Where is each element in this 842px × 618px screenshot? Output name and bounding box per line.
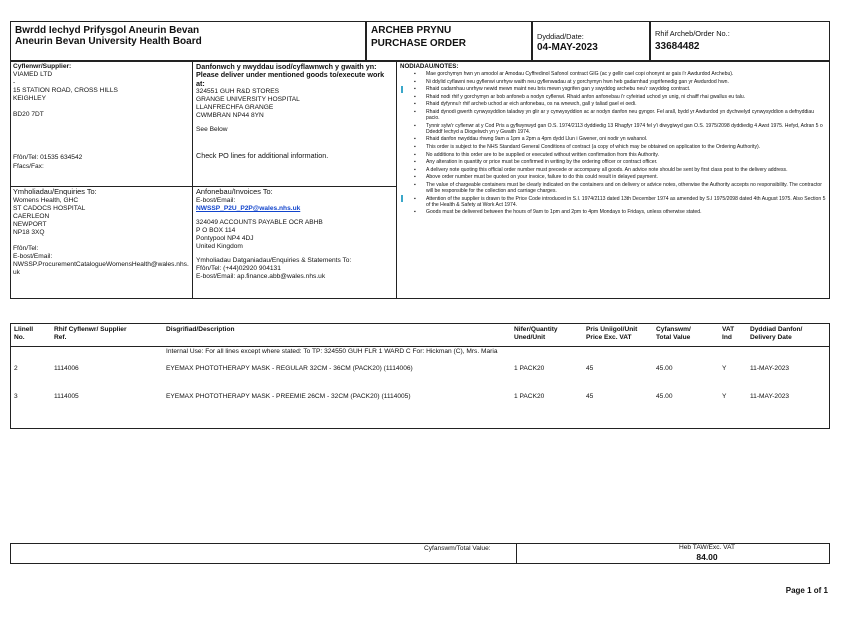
note-item: ▪ Any alteration in quantity or price must be confirmed in writing by the ordering officer or contract officer. [426, 159, 826, 165]
net-label: Heb TAW/Exc. VAT [678, 544, 736, 551]
header-date-box [532, 21, 650, 61]
note-item: ▪ Mae gorchymyn hwn yn amodol ar Amodau Cyffredinol Safonol contract GIG (ac y gellir cael copi ohonynt ar gais i'r Awdurdod Archebu). [426, 71, 826, 77]
row-supplier-ref: 1114005 [54, 393, 79, 400]
row-supplier-ref: 1114006 [54, 365, 79, 372]
internal-note: Internal Use: For all lines except where stated: To TP: 324550 GUH FLR 1 WARD C For: Hickman (C), Mrs. Maria [166, 348, 498, 355]
date-value: 04-MAY-2023 [537, 42, 598, 53]
note-item: ▪ Rhaid dyfynnu'r rhif archeb uchod ar eich anfonebau, os na wnewch, gall y taliad gael ei oedi. [426, 101, 826, 107]
note-item: ▪ Above order number must be quoted on your invoice, failure to do this could result in delayed payment. [426, 174, 826, 180]
col-header-line: Llinell No. [14, 326, 34, 341]
note-item: ▪ Tynnir sylw'r cyflenwr at y Cod Pris a gyflwynwyd gan O.S. 1974/2113 dyddiedig 13 Rhagfyr 1974 fel y'i diwygiwyd gan O.S. 1975/2098 dyddiedig 4 Awst 1975. Hefyd, Adran 5 o Ddeddf Iechyd a Diogelwch yn y Gwaith 1974. [426, 123, 826, 135]
col-header-quantity: Nifer/Quantity Uned/Unit [514, 326, 558, 341]
row-delivery-date: 11-MAY-2023 [750, 365, 790, 372]
supplier-phone: Ffôn/Tel: 01535 634542 [13, 154, 83, 161]
note-item: ▪ Rhaid nodi rhif y gorchymyn ar bob anfoneb a nodyn cyflenwi. Rhaid anfon anfonebau i'r cyfeiriad uchod yn unig, ni chaiff rhai gwallus eu talu. [426, 94, 826, 100]
row-line: 3 [14, 393, 18, 400]
supplier-fax: Ffacs/Fax: [13, 163, 44, 170]
net-value: 84.00 [696, 552, 718, 562]
col-header-total: Cyfanswm/ Total Value [656, 326, 691, 341]
row-unit-price: 45 [586, 393, 594, 400]
invoices-email-label: E-bost/Email: [196, 196, 236, 204]
note-item: ▪ Rhaid dynodi gwerth cynwysyddion taladwy yn glir ar y cynwysyddion ac ar nodyn danfon neu gyngor. Fel arall, bydd yr Awdurdod yn dychwelyd cynwysyddion a defnyddiau pacio. [426, 109, 826, 121]
statements-email: E-bost/Email: ap.finance.abb@wales.nhs.uk [196, 272, 326, 280]
invoices-section [196, 188, 392, 281]
enquiries-label: Ymholiadau/Enquiries To: [13, 187, 97, 196]
line-items-table [10, 323, 830, 429]
enquiries-email-label: E-bost/Email: [13, 252, 53, 260]
total-label: Cyfanswm/Total Value: [424, 545, 491, 552]
col-header-supplier-ref: Rhif Cyflenwr/ Supplier Ref. [54, 326, 127, 341]
note-item: ▪ Rhaid danfon nwyddau rhwng 9am a 1pm a 2pm a 4pm dydd Llun i Gwener, oni nodir yn wahanol. [426, 136, 826, 142]
welsh-marker-icon [401, 86, 403, 93]
statements-phone: Ffôn/Tel: (+44)02920 904131 [196, 264, 281, 272]
note-item: ▪ A delivery note quoting this official order number must precede or accompany all goods. An advice note should be sent by first class post to the delivery address. [426, 167, 826, 173]
note-item: ▪ Rhaid cadarnhau unrhyw newid mewn maint neu bris mewn ysgrifen gan y swyddog archebu neu'r swyddog contract. [426, 86, 826, 92]
delivery-address: 324551 GUH R&D STORES GRANGE UNIVERSITY HOSPITAL LLANFRECHFA GRANGE CWMBRAN NP44 8YN [196, 88, 300, 120]
note-item: ▪ Ni ddylid cyflawni neu gyflenwi unrhyw waith neu gyflenwadau at y gorchymyn hwn heb gadarnhad ysgrifenedig gan yr Awdurdod hwn. [426, 79, 826, 85]
row-delivery-date: 11-MAY-2023 [750, 393, 790, 400]
header-title-box [366, 21, 532, 61]
row-total: 45.00 [656, 393, 673, 400]
supplier-section [13, 63, 189, 119]
enquiries-phone: Ffôn/Tel: [13, 244, 39, 252]
invoices-email-link[interactable]: NWSSP_P2U_P2P@wales.nhs.uk [196, 204, 301, 212]
note-item: ▪ No additions to this order are to be supplied or executed without written confirmation from this Authority. [426, 152, 826, 158]
order-label: Rhif Archeb/Order No.: [655, 29, 730, 38]
col-header-vat: VAT Ind [722, 326, 735, 341]
row-description: EYEMAX PHOTOTHERAPY MASK - REGULAR 32CM - 36CM (PACK20) (1114006) [166, 365, 413, 372]
supplier-label: Cyflenwr/Supplier: [13, 63, 72, 70]
header-org-box [10, 21, 366, 61]
doc-title-welsh: ARCHEB PRYNU [371, 25, 452, 36]
row-quantity: 1 PACK20 [514, 393, 545, 400]
org-name-welsh: Bwrdd Iechyd Prifysgol Aneurin Bevan [15, 25, 200, 36]
enquiries-email[interactable]: NWSSP.ProcurementCatalogueWomensHealth@wales.nhs.uk [13, 260, 189, 276]
note-item: ▪ Attention of the supplier is drawn to the Price Code introduced in S.I. 1974/2113 dated 13th December 1974 as amended by S.I 1975/2098 dated 4th August 1975. Also Section 5 of the Health & Safety at Work Act 1974. [426, 196, 826, 208]
notes-section [400, 63, 826, 217]
row-quantity: 1 PACK20 [514, 365, 545, 372]
row-vat: Y [722, 365, 727, 372]
notes-label: NODIADAU/NOTES: [400, 63, 459, 70]
col-header-delivery-date: Dyddiad Danfon/ Delivery Date [750, 326, 803, 341]
delivery-section [196, 63, 392, 134]
enquiries-address: Womens Health, GHC ST CADOCS HOSPITAL CAERLEON NEWPORT NP18 3XQ [13, 196, 86, 236]
invoices-address: 324049 ACCOUNTS PAYABLE OCR ABHB P O BOX 114 Pontypool NP4 4DJ United Kingdom [196, 218, 323, 250]
note-item: ▪ Goods must be delivered between the hours of 9am to 1pm and 2pm to 4pm Mondays to Fridays, unless otherwise stated. [426, 209, 826, 215]
statements-label: Ymholiadau Datganiadau/Enquiries & Statements To: [196, 256, 352, 264]
supplier-address: VIAMED LTD - 15 STATION ROAD, CROSS HILLS KEIGHLEY BD20 7DT [13, 71, 118, 118]
notes-list [400, 71, 826, 215]
row-vat: Y [722, 393, 727, 400]
row-line: 2 [14, 365, 18, 372]
doc-title-english: PURCHASE ORDER [371, 38, 467, 49]
page-number: Page 1 of 1 [785, 586, 828, 595]
date-label: Dyddiad/Date: [537, 32, 584, 41]
enquiries-section [13, 188, 189, 277]
order-value: 33684482 [655, 41, 700, 52]
row-description: EYEMAX PHOTOTHERAPY MASK - PREEMIE 26CM - 32CM (PACK20) (1114005) [166, 393, 411, 400]
delivery-see-below: See Below [196, 126, 228, 134]
delivery-label: Danfonwch y nwyddau isod/cyflawnwch y gwaith yn: Please deliver under mentioned goods to/execute work at: [196, 62, 385, 88]
english-marker-icon [401, 195, 403, 202]
col-header-description: Disgrifiad/Description [166, 326, 235, 333]
row-unit-price: 45 [586, 365, 594, 372]
header-order-box [650, 21, 830, 61]
org-name-english: Aneurin Bevan University Health Board [15, 36, 202, 47]
col-header-unit-price: Pris Uniigol/Unit Price Exc. VAT [586, 326, 638, 341]
delivery-check-po: Check PO lines for additional information. [196, 151, 329, 160]
note-item: ▪ This order is subject to the NHS Standard General Conditions of contract (a copy of which may be obtained on application to the Ordering Authority). [426, 144, 826, 150]
note-item: ▪ The value of chargeable containers must be clearly indicated on the containers and on delivery or advice notes, otherwise the Authority accepts no responsibility. The contractor will be responsible for the collection and carriage charges. [426, 182, 826, 194]
invoices-label: Anfonebau/Invoices To: [196, 187, 273, 196]
row-total: 45.00 [656, 365, 673, 372]
